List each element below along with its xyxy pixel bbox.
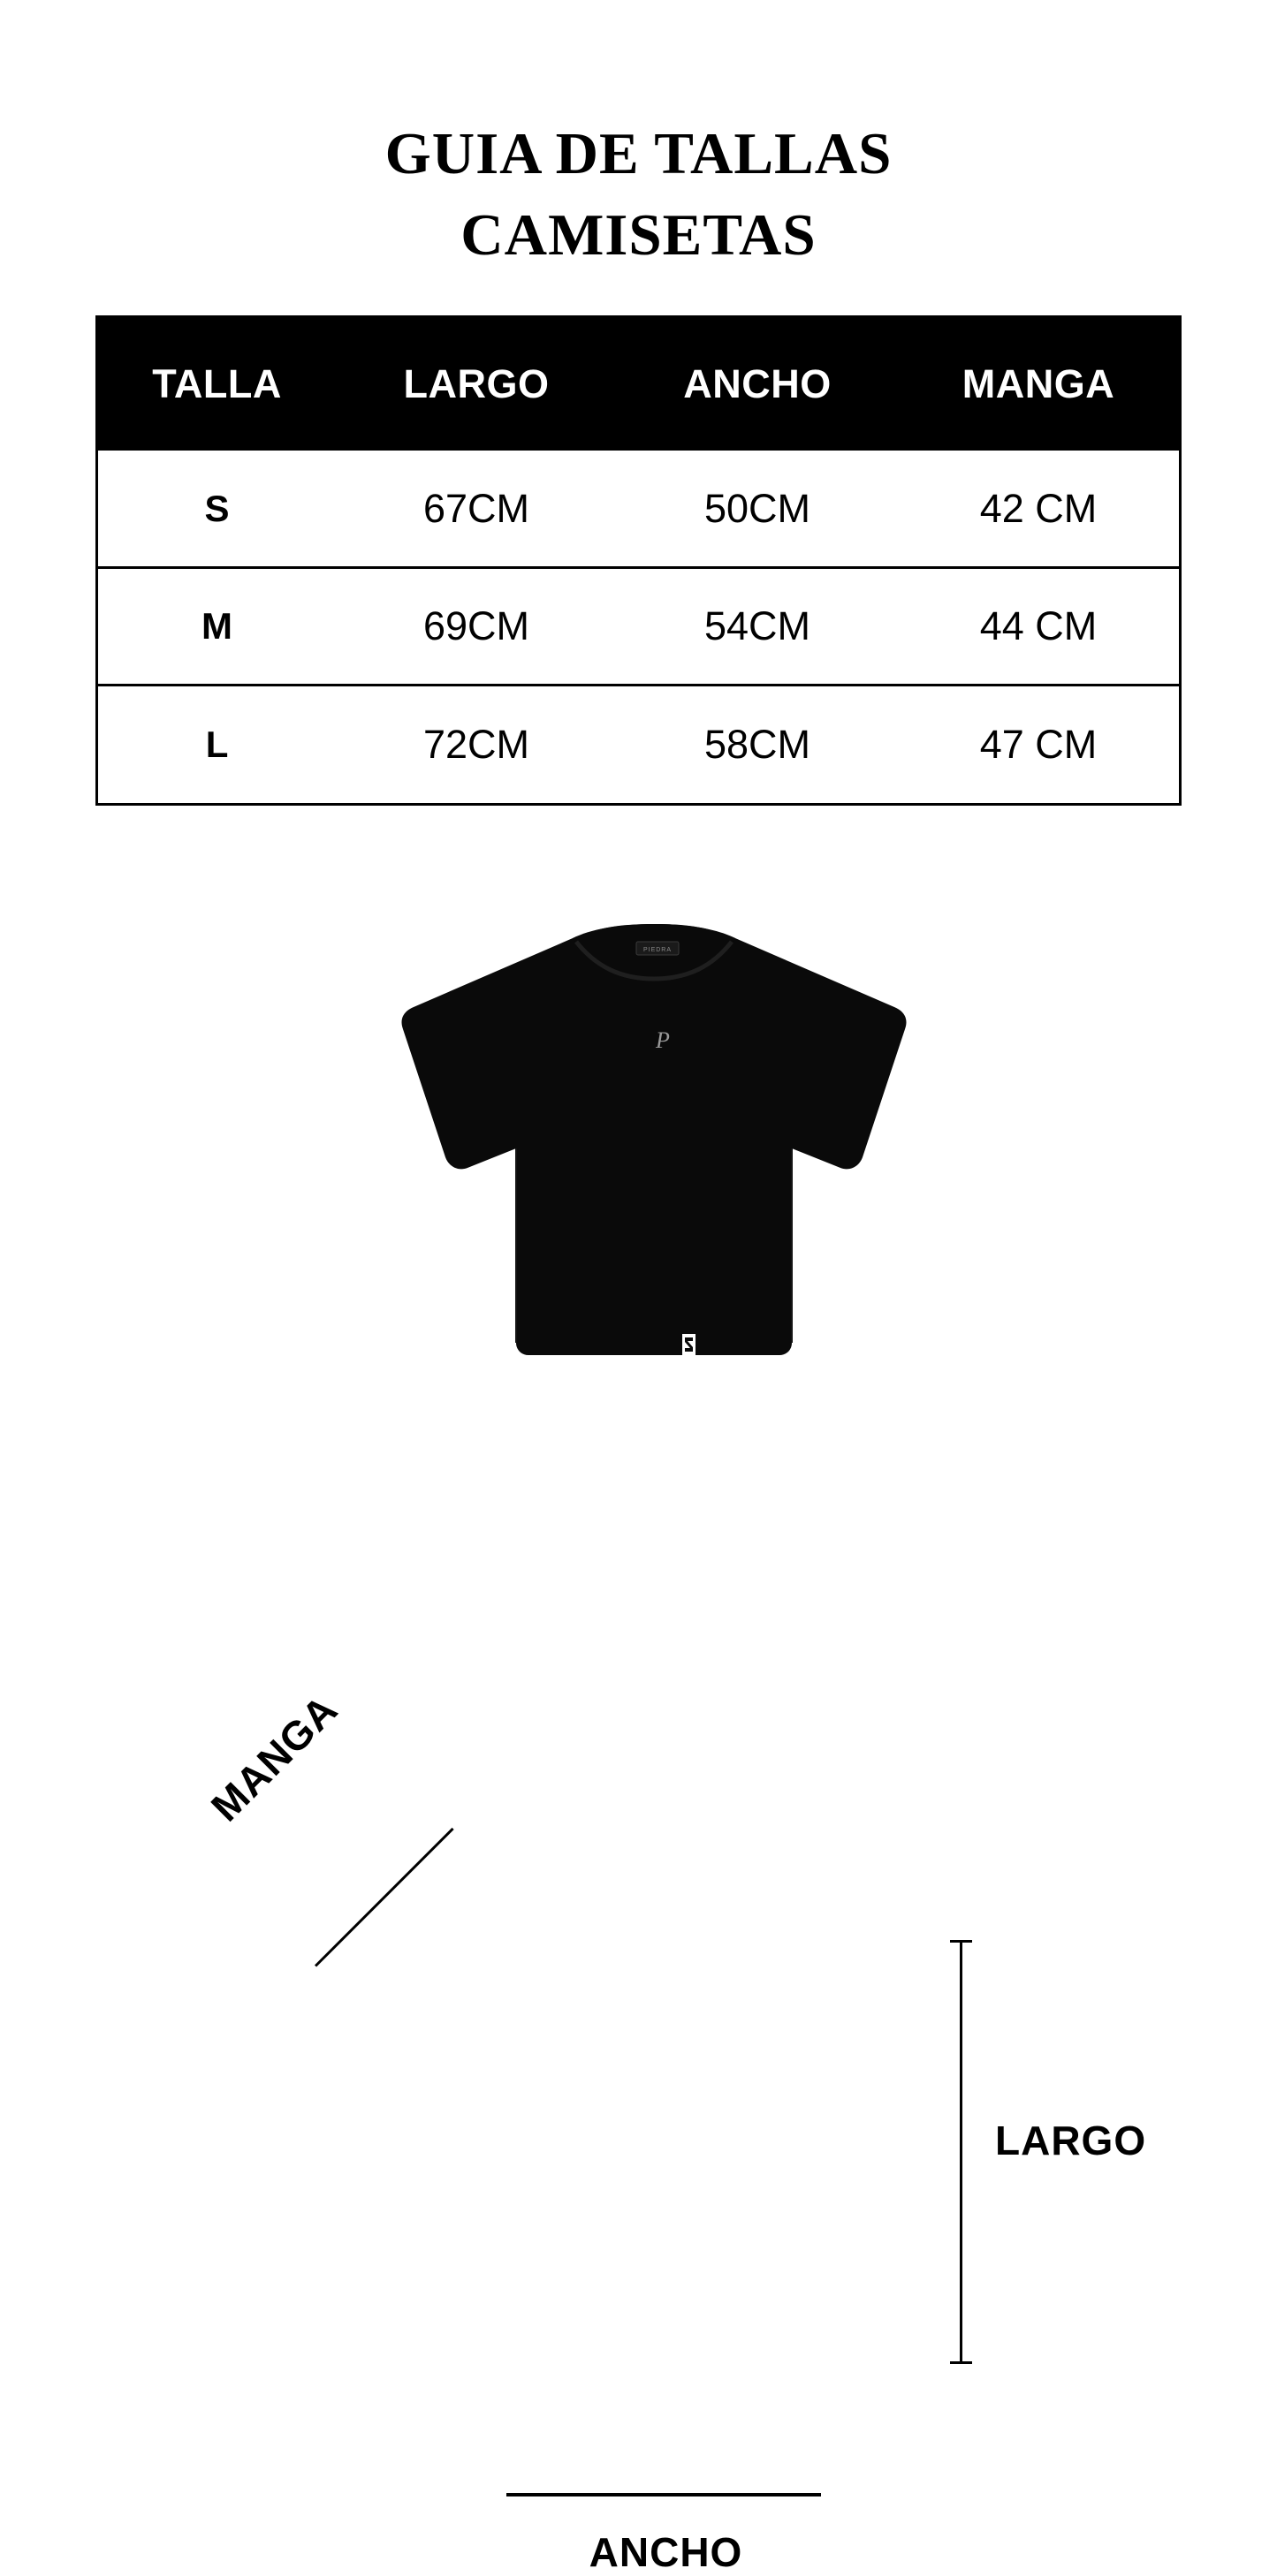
ancho-measure-line (506, 2493, 821, 2496)
table-header (98, 318, 1179, 451)
cell-manga-m: 44 CM (898, 568, 1179, 686)
manga-measure-line (315, 1828, 454, 1967)
table-row (98, 686, 1179, 803)
column-header-manga: MANGA (898, 318, 1179, 451)
table-row (98, 568, 1179, 686)
cell-ancho-l: 58CM (617, 686, 898, 803)
cell-talla-l: L (98, 686, 336, 803)
cell-ancho-s: 50CM (703, 485, 811, 531)
table-header-row (98, 318, 1179, 451)
table-row (98, 451, 1179, 568)
page-title (0, 0, 1277, 277)
cell-largo-s: 67CM (423, 485, 530, 531)
cell-manga-s: 42 CM (979, 485, 1098, 531)
column-header-ancho: ANCHO (617, 318, 898, 451)
ancho-measure-label: ANCHO (589, 2528, 743, 2575)
page-title-line-1: GUIA DE TALLAS (384, 121, 893, 186)
size-table-container (95, 315, 1182, 806)
cell-manga-l: 47 CM (898, 686, 1179, 803)
chest-logo-text: P (656, 1027, 670, 1053)
measurement-diagram (0, 905, 1277, 2575)
cell-talla-s: S (204, 487, 230, 529)
cell-largo-l: 72CM (336, 686, 617, 803)
neck-tag-text: PIEDRA (642, 946, 673, 953)
size-table (98, 318, 1179, 803)
tshirt-illustration (371, 922, 937, 1426)
largo-measure-label: LARGO (995, 2117, 1147, 2163)
cell-talla-m: M (98, 568, 336, 686)
cell-ancho-m: 54CM (617, 568, 898, 686)
cell-largo-m: 69CM (336, 568, 617, 686)
page-title-line-2: CAMISETAS (460, 202, 817, 269)
largo-measure-line (960, 1940, 962, 2364)
table-body (98, 451, 1179, 803)
column-header-talla: TALLA (98, 318, 336, 451)
column-header-largo: LARGO (336, 318, 617, 451)
manga-measure-label: MANGA (201, 1686, 346, 1830)
